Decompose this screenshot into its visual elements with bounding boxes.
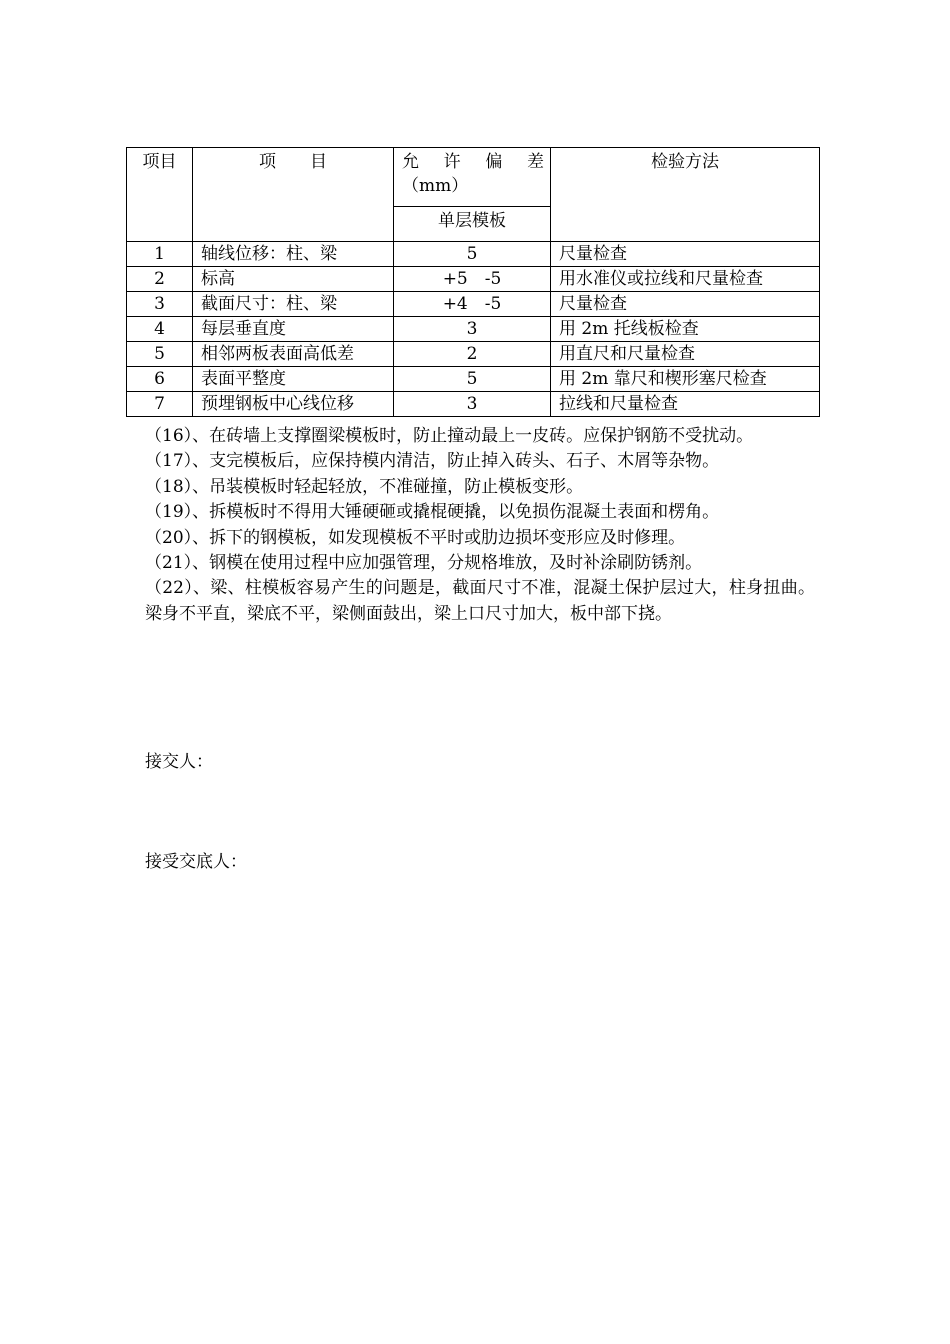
note-paragraph: （17）、支完模板后，应保持模内清洁，防止掉入砖头、石子、木屑等杂物。 [145, 451, 720, 472]
table-row [127, 267, 820, 292]
row-tolerance: +4 -5 [394, 292, 551, 317]
row-no: 4 [127, 317, 193, 342]
header-item: 项 目 [193, 148, 394, 242]
header-tolerance [394, 148, 551, 207]
receiver-signature-label: 接受交底人： [145, 852, 247, 872]
row-no: 5 [127, 342, 193, 367]
note-paragraph: （22）、梁、柱模板容易产生的问题是，截面尺寸不准，混凝土保护层过大，柱身扭曲。梁身不平直，梁底不平，梁侧面鼓出，梁上口尺寸加大，板中部下挠。 [145, 578, 815, 624]
row-no: 3 [127, 292, 193, 317]
row-tolerance: +5 -5 [394, 267, 551, 292]
table-row [127, 367, 820, 392]
row-method: 尺量检查 [551, 242, 820, 267]
note-paragraph: （19）、拆模板时不得用大锤硬砸或撬棍硬撬，以免损伤混凝土表面和楞角。 [145, 502, 720, 523]
row-no: 6 [127, 367, 193, 392]
row-item: 每层垂直度 [193, 317, 394, 342]
table-row [127, 242, 820, 267]
row-method: 拉线和尺量检查 [551, 392, 820, 417]
table-row [127, 392, 820, 417]
table-row [127, 317, 820, 342]
row-item: 相邻两板表面高低差 [193, 342, 394, 367]
note-paragraph: （16）、在砖墙上支撑圈梁模板时，防止撞动最上一皮砖。应保护钢筋不受扰动。 [145, 426, 754, 446]
note-paragraph: （21）、钢模在使用过程中应加强管理，分规格堆放，及时补涂刷防锈剂。 [145, 553, 703, 574]
row-no: 7 [127, 392, 193, 417]
table-row [127, 342, 820, 367]
header-tolerance-unit: （mm） [402, 176, 469, 196]
row-method: 用 2m 靠尺和楔形塞尺检查 [551, 367, 820, 392]
row-method: 用直尺和尺量检查 [551, 342, 820, 367]
row-tolerance: 3 [394, 317, 551, 342]
row-method: 尺量检查 [551, 292, 820, 317]
table-header-row [127, 148, 820, 207]
row-item: 标高 [193, 267, 394, 292]
row-tolerance: 3 [394, 392, 551, 417]
note-paragraph: （18）、吊装模板时轻起轻放，不准碰撞，防止模板变形。 [145, 476, 584, 497]
note-paragraph: （20）、拆下的钢模板，如发现模板不平时或肋边损坏变形应及时修理。 [145, 527, 686, 548]
handover-signature-label: 接交人： [145, 752, 213, 772]
header-tolerance-label: 允 许 偏 差 [402, 152, 544, 172]
row-method: 用水准仪或拉线和尺量检查 [551, 267, 820, 292]
row-tolerance: 2 [394, 342, 551, 367]
row-tolerance: 5 [394, 242, 551, 267]
row-tolerance: 5 [394, 367, 551, 392]
table-row [127, 292, 820, 317]
row-method: 用 2m 托线板检查 [551, 317, 820, 342]
tolerance-table [126, 147, 820, 417]
row-item: 截面尺寸：柱、梁 [193, 292, 394, 317]
row-no: 1 [127, 242, 193, 267]
notes-section [145, 424, 815, 627]
header-tolerance-sub: 单层模板 [394, 207, 551, 242]
header-no: 项目 [127, 148, 193, 242]
row-item: 轴线位移：柱、梁 [193, 242, 394, 267]
row-no: 2 [127, 267, 193, 292]
header-method: 检验方法 [551, 148, 820, 242]
row-item: 预埋钢板中心线位移 [193, 392, 394, 417]
row-item: 表面平整度 [193, 367, 394, 392]
